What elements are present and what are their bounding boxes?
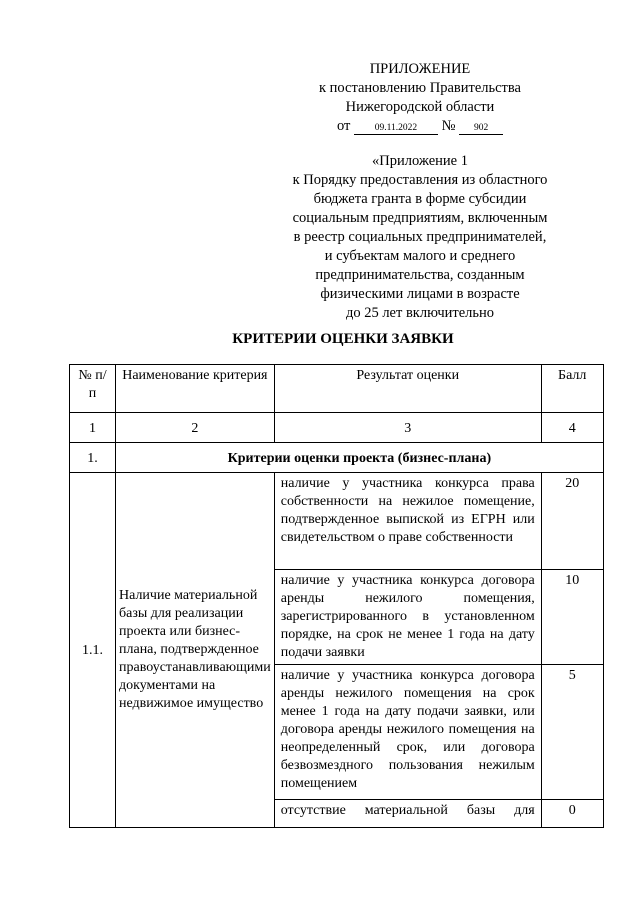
result-score: 10 — [541, 570, 603, 665]
number-value: 902 — [459, 122, 503, 135]
result-score: 0 — [541, 800, 603, 828]
appendix-line: «Приложение 1 — [372, 153, 468, 169]
section-row — [70, 443, 604, 473]
column-number: 4 — [541, 413, 603, 443]
appendix-line: физическими лицами в возрасте — [320, 286, 520, 302]
date-prefix: от — [336, 118, 351, 134]
appendix-line: предпринимательства, созданным — [315, 267, 525, 283]
appendix-line: социальным предприятиям, включенным — [292, 210, 548, 226]
column-number: 3 — [274, 413, 541, 443]
table-row — [70, 473, 604, 570]
column-number: 2 — [116, 413, 275, 443]
header-criterion: Наименование критерия — [116, 365, 275, 413]
appendix-line: до 25 лет включительно — [345, 305, 495, 321]
appendix-label: ПРИЛОЖЕНИЕ — [369, 61, 471, 77]
appendix-line: бюджета гранта в форме субсидии — [313, 191, 527, 207]
criteria-table — [69, 364, 604, 828]
document-header — [270, 60, 570, 323]
appendix-line: в реестр социальных предпринимателей, — [293, 229, 547, 245]
result-score: 20 — [541, 473, 603, 570]
result-text: наличие у участника конкурса договора аренды нежилого помещения, зарегистрированного в установленном порядке, на срок не менее 1 года на дату подачи заявки — [274, 570, 541, 665]
result-text: отсутствие материальной базы для — [274, 800, 541, 828]
header-row — [70, 365, 604, 413]
header-number: № п/п — [70, 365, 116, 413]
resolution-line: к постановлению Правительства — [319, 80, 521, 96]
date-value: 09.11.2022 — [354, 122, 438, 135]
date-number-line — [270, 117, 570, 136]
section-number: 1. — [70, 443, 116, 473]
appendix-line: к Порядку предоставления из областного — [292, 172, 548, 188]
column-number: 1 — [70, 413, 116, 443]
number-sign: № — [441, 118, 456, 134]
region-line: Нижегородской области — [345, 99, 495, 115]
header-result: Результат оценки — [274, 365, 541, 413]
result-text: наличие у участника конкурса права собственности на нежилое помещение, подтвержденное выпиской из ЕГРН или свидетельством о праве собственности — [274, 473, 541, 570]
result-text: наличие у участника конкурса договора аренды нежилого помещения на срок менее 1 года на дату подачи заявки, или договора аренды нежилого помещения на неопределенный срок, или договора безвозмездного пользования нежилым помещением — [274, 665, 541, 800]
appendix-line: и субъектам малого и среднего — [324, 248, 516, 264]
column-number-row — [70, 413, 604, 443]
section-title: Критерии оценки проекта (бизнес-плана) — [116, 443, 604, 473]
page-title: КРИТЕРИИ ОЦЕНКИ ЗАЯВКИ — [232, 331, 454, 347]
criterion-number: 1.1. — [70, 473, 116, 828]
criterion-name: Наличие материальной базы для реализации проекта или бизнес-плана, подтвержденное правоустанавливающими документами на недвижимое имущество — [116, 473, 275, 828]
result-score: 5 — [541, 665, 603, 800]
header-score: Балл — [541, 365, 603, 413]
